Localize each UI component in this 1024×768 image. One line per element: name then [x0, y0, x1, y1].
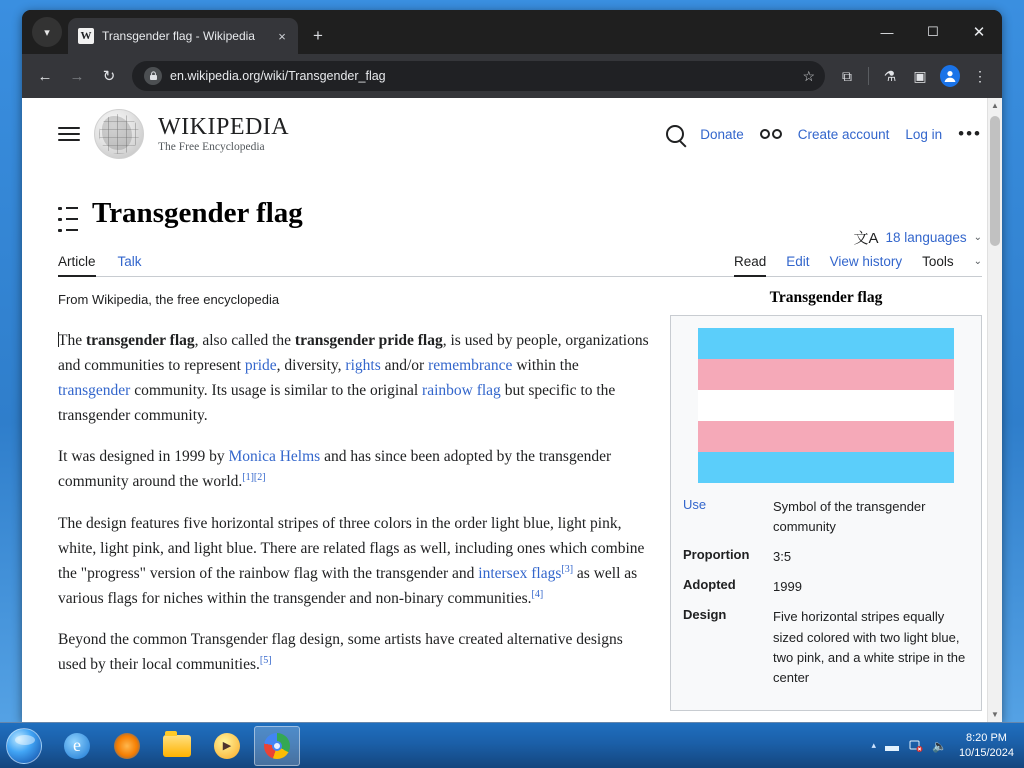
main-menu-icon[interactable]	[58, 127, 80, 141]
scrollbar-thumb[interactable]	[990, 116, 1000, 246]
more-options-icon[interactable]: •••	[958, 124, 982, 143]
taskbar-item-media-player[interactable]	[204, 726, 250, 766]
tools-chevron-down-icon: ⌄	[973, 255, 982, 267]
link-rights[interactable]: rights	[345, 357, 381, 374]
infobox-value-design: Five horizontal stripes equally sized colored with two light blue, two pink, and a white stripe in the center	[773, 609, 966, 685]
p1-text-e: , diversity,	[276, 357, 346, 374]
wikipedia-header	[22, 98, 1002, 170]
page-title: Transgender flag	[92, 197, 303, 230]
clock-time: 8:20 PM	[965, 732, 1007, 745]
wikipedia-globe-icon	[94, 109, 144, 159]
infobox-body	[670, 315, 982, 711]
side-panel-icon[interactable]: ▣	[913, 67, 927, 84]
taskbar-item-internet-explorer[interactable]	[54, 726, 100, 766]
reference-4-link[interactable]: [4]	[531, 588, 544, 600]
close-window-button[interactable]: ✕	[972, 24, 986, 41]
play-icon: ▶	[214, 733, 240, 759]
infobox-row-adopted	[683, 577, 969, 597]
infobox-row-use	[683, 497, 969, 537]
back-icon[interactable]: ←	[37, 67, 53, 85]
minimize-button[interactable]: —	[880, 24, 894, 40]
profile-avatar-icon[interactable]	[936, 62, 964, 90]
profile-switcher-chip[interactable]: ▾	[32, 17, 62, 47]
infobox-row-proportion	[683, 547, 969, 567]
browser-toolbar	[22, 54, 1002, 98]
wikipedia-favicon: W	[78, 28, 94, 44]
internet-explorer-icon	[64, 733, 90, 759]
tab-read[interactable]: Read	[734, 253, 767, 269]
link-rainbow-flag[interactable]: rainbow flag	[422, 382, 501, 400]
site-info-icon[interactable]	[144, 67, 162, 85]
p4-text-a: Beyond the common Transgender flag design, some artists have created alternative designs used by their local communities.	[58, 630, 623, 674]
infobox	[670, 289, 982, 711]
create-account-link[interactable]: Create account	[797, 126, 890, 142]
taskbar-item-file-explorer[interactable]	[154, 726, 200, 766]
browser-tab[interactable]	[68, 18, 298, 54]
forward-icon[interactable]: →	[69, 67, 85, 85]
namespace-tabs	[58, 254, 142, 269]
infobox-rows	[683, 497, 969, 688]
infobox-key-design: Design	[683, 607, 727, 623]
site-subtitle: From Wikipedia, the free encyclopedia	[58, 291, 280, 307]
reference-2-link[interactable]: [2]	[253, 472, 266, 484]
reference-5[interactable]	[260, 655, 272, 666]
chrome-icon	[264, 733, 290, 759]
new-tab-button[interactable]: +	[313, 26, 323, 45]
avatar	[940, 65, 960, 87]
wikipedia-logo[interactable]	[94, 109, 289, 159]
log-in-link[interactable]: Log in	[905, 126, 943, 142]
tab-edit[interactable]: Edit	[786, 253, 810, 269]
infobox-key-use[interactable]: Use	[683, 496, 707, 512]
infobox-value-adopted: 1999	[773, 579, 802, 595]
p3-text-b: as well as various flags for niches within the transgender and non-binary communities.	[58, 564, 638, 607]
flag-stripe-pink-top	[698, 359, 954, 390]
p1-bold-transgender-flag: transgender flag	[85, 331, 195, 349]
flag-stripe-light-blue-top	[698, 328, 954, 359]
table-of-contents-icon[interactable]	[58, 207, 78, 240]
infobox-row-design	[683, 607, 969, 688]
p1-text-h: community. Its usage is similar to the original	[130, 382, 423, 400]
network-icon[interactable]	[884, 738, 900, 754]
reference-4[interactable]	[532, 589, 544, 600]
clock-date: 10/15/2024	[958, 746, 1014, 759]
wordmark-tagline: The Free Encyclopedia	[158, 140, 265, 153]
p1-text-i: but specific to the transgender community.	[58, 382, 616, 425]
link-transgender[interactable]: transgender	[58, 382, 131, 400]
start-orb-icon	[6, 728, 42, 764]
infobox-value-proportion: 3:5	[773, 549, 792, 565]
volume-icon[interactable]: 🔈	[931, 738, 947, 753]
view-tabs	[734, 254, 982, 269]
p1-bold-transgender-pride-flag: transgender pride flag	[294, 331, 443, 349]
paragraph-4	[58, 627, 652, 677]
flag-stripe-white	[698, 390, 954, 421]
article-content	[22, 277, 1002, 711]
p1-text-f: and/or	[380, 357, 429, 374]
donate-link[interactable]: Donate	[700, 126, 744, 142]
language-icon: 文A	[853, 229, 879, 247]
address-bar[interactable]	[132, 61, 825, 91]
page-viewport	[22, 98, 1002, 722]
paragraph-3	[58, 511, 652, 611]
extensions-icon[interactable]: ⧉	[842, 67, 852, 84]
link-monica-helms[interactable]: Monica Helms	[228, 448, 321, 466]
vertical-scrollbar[interactable]	[987, 98, 1002, 722]
reference-5-link[interactable]: [5]	[259, 654, 272, 666]
taskbar-item-firefox[interactable]	[104, 726, 150, 766]
article-tab-bar	[58, 254, 982, 277]
taskbar	[0, 722, 1024, 768]
reference-1-link[interactable]: [1]	[242, 472, 254, 484]
reference-1[interactable]	[242, 472, 254, 483]
clock[interactable]	[955, 731, 1014, 760]
firefox-icon	[114, 733, 140, 759]
maximize-button[interactable]: ☐	[927, 24, 939, 39]
language-count-label: 18 languages	[885, 229, 967, 245]
flag-stripe-light-blue-bottom	[698, 452, 954, 483]
taskbar-items	[54, 726, 300, 766]
start-button[interactable]	[0, 724, 48, 768]
window-controls	[864, 10, 1002, 54]
flag-stripe-pink-bottom	[698, 421, 954, 452]
toolbar-divider	[868, 67, 869, 85]
link-intersex-flags[interactable]: intersex flags	[478, 564, 562, 582]
browser-window	[22, 10, 1002, 722]
bookmark-star-icon[interactable]: ☆	[802, 67, 815, 84]
p1-text-a: The	[58, 331, 86, 349]
tools-menu-button[interactable]: Tools	[922, 253, 954, 269]
show-hidden-icons-icon[interactable]: ▴	[871, 740, 876, 750]
reference-3[interactable]	[561, 564, 573, 575]
tab-strip	[22, 10, 1002, 54]
tab-article[interactable]: Article	[58, 253, 96, 269]
tab-talk[interactable]: Talk	[117, 253, 142, 269]
p3-text-a: The design features five horizontal stripes of three colors in the order light blue, light pink, white, light pink, and light blue. There are related flags as well, including ones which combine the "progress" version of the rainbow flag with the transgender and	[58, 514, 645, 582]
search-icon[interactable]	[666, 125, 684, 143]
tab-title: Transgender flag - Wikipedia	[102, 29, 255, 43]
wikipedia-wordmark	[158, 115, 289, 152]
language-selector-button[interactable]	[854, 227, 982, 248]
chevron-down-icon: ⌄	[973, 231, 982, 243]
title-row	[22, 170, 1002, 254]
p2-text-a: It was designed in 1999 by	[58, 448, 229, 466]
wikipedia-header-actions	[666, 124, 982, 144]
link-pride[interactable]: pride	[244, 357, 277, 374]
scroll-up-icon[interactable]: ▲	[991, 101, 999, 110]
transgender-flag-image	[698, 328, 954, 483]
p2-text-b: and has since been adopted by the transgender community around the world.	[58, 448, 612, 491]
taskbar-item-chrome[interactable]	[254, 726, 300, 766]
system-tray	[871, 731, 1024, 760]
reference-2[interactable]	[254, 472, 266, 483]
link-remembrance[interactable]: remembrance	[428, 357, 513, 374]
url-text: en.wikipedia.org/wiki/Transgender_flag	[170, 69, 386, 83]
p1-text-g: within the	[512, 357, 579, 374]
labs-flask-icon[interactable]: ⚗	[883, 67, 897, 84]
p1-text-c: , also called the	[194, 331, 295, 349]
browser-menu-icon[interactable]: ⋮	[973, 67, 987, 84]
folder-icon	[163, 735, 191, 757]
reload-icon[interactable]: ↻	[102, 68, 116, 85]
infobox-key-proportion: Proportion	[683, 547, 750, 563]
reference-3-link[interactable]: [3]	[561, 563, 574, 575]
close-tab-icon[interactable]: ×	[278, 28, 286, 44]
appearance-icon[interactable]	[760, 129, 782, 139]
wordmark-text: WIKIPEDIA	[158, 114, 290, 141]
paragraph-2	[58, 444, 652, 494]
infobox-title: Transgender flag	[769, 288, 883, 306]
p1-text-d: , is used by people, organizations and communities to represent	[58, 331, 649, 374]
scroll-down-icon[interactable]: ▼	[991, 710, 999, 719]
action-center-icon[interactable]	[908, 738, 924, 754]
paragraph-1	[58, 328, 652, 428]
article-prose	[58, 289, 652, 711]
tab-view-history[interactable]: View history	[829, 253, 903, 269]
wikipedia-article-page	[22, 98, 1002, 722]
infobox-key-adopted: Adopted	[683, 577, 736, 593]
infobox-value-use: Symbol of the transgender community	[773, 498, 926, 534]
